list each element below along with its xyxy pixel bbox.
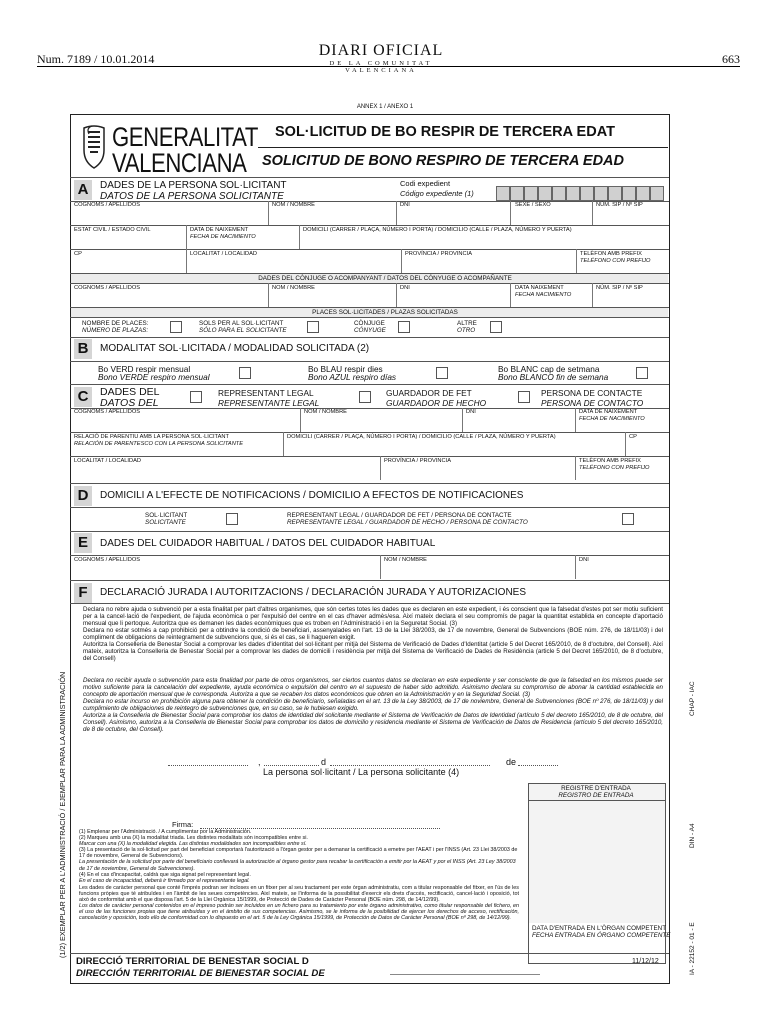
- field-label-rep-birthdate: DATA DE NAIXEMENT: [579, 409, 638, 415]
- field-label-rep-province: PROVÍNCIA / PROVINCIA: [384, 458, 451, 464]
- section-f-letter: F: [74, 583, 92, 603]
- page-number: 663: [722, 52, 740, 66]
- footnote: (2) Marqueu amb una (X) la modalitat triada. Les distintes modalitats són incompatibles entre si.: [79, 835, 308, 842]
- field-label-spouse-sip: NÚM. SIP / Nº SIP: [596, 285, 643, 291]
- section-e-letter: E: [74, 533, 92, 553]
- divider: [70, 361, 669, 362]
- divider: [70, 177, 669, 178]
- divider: [70, 307, 669, 308]
- directorate-es: DIRECCIÓN TERRITORIAL DE BIENESTAR SOCIAL DE: [76, 968, 325, 979]
- white-voucher-checkbox[interactable]: [636, 367, 648, 379]
- white-voucher-label: Bo BLANC cap de setmana: [498, 364, 600, 374]
- divider: [70, 507, 669, 508]
- privacy-notice-es: Los datos de carácter personal contenidos en el impreso podrán ser incluidos en un fichero para su tratamiento por este órgano administrativo, como titular responsable del fichero, en el uso de las funciones propias que tiene atribuidas y en el ámbito de sus competencias. Asimismo, se le informa de la posibilidad de ejercer los derechos de acceso, rectificación, cancelación y oposición, todo ello de conformidad con lo dispuesto en el art. 5 de la Ley Orgánica 15/1999, de Protección de Datos de Carácter Personal (BOE nº 298, de 14/12/99).: [79, 903, 519, 922]
- de-facto-guardian-checkbox[interactable]: [359, 391, 371, 403]
- legal-representative-label: REPRESENTANT LEGAL: [218, 388, 314, 398]
- field-label-address: DOMICILI (CARRER / PLAÇA, NÚMERO I PORTA) / DOMICILIO (CALLE / PLAZA, NÚMERO Y PUERTA): [303, 227, 572, 233]
- notify-representative-label-es: REPRESENTANTE LEGAL / GUARDADOR DE HECHO / PERSONA DE CONTACTO: [287, 519, 528, 526]
- green-voucher-checkbox[interactable]: [239, 367, 251, 379]
- field-label-rep-address: DOMICILI (CARRER / PLAÇA, NÚMERO I PORTA) / DOMICILIO (CALLE / PLAZA, NÚMERO Y PUERTA): [287, 434, 556, 440]
- bulletin-title: DIARI OFICIAL: [318, 42, 444, 59]
- field-label-rep-birthdate-es: FECHA DE NACIMIENTO: [579, 416, 645, 422]
- field-label-rep-phone-es: TELÉFONO CON PREFIJO: [579, 465, 650, 471]
- footnote: En el caso de incapacidad, deberá ir firmado por el representante legal.: [79, 877, 250, 884]
- divider: [70, 384, 669, 385]
- header-rule: [37, 66, 740, 67]
- divider: [70, 603, 669, 604]
- de-facto-guardian-label-es: GUARDADOR DE HECHO: [386, 398, 487, 408]
- places-spouse-checkbox[interactable]: [398, 321, 410, 333]
- field-label-carer-dni: DNI: [579, 557, 589, 563]
- field-label-phone-es: TELÉFONO CON PREFIJO: [580, 258, 651, 264]
- place-field[interactable]: [168, 765, 248, 766]
- registry-stamp-box: [528, 783, 666, 925]
- divider: [70, 283, 669, 284]
- notify-representative-label: REPRESENTANT LEGAL / GUARDADOR DE FET / PERSONA DE CONTACTE: [287, 512, 512, 519]
- entry-date-label-va: DATA D'ENTRADA EN L'ÒRGAN COMPETENT: [532, 925, 667, 932]
- logo-line-1: GENERALITAT: [112, 122, 258, 152]
- field-label-spouse-name: NOM / NOMBRE: [272, 285, 315, 291]
- annex-label: ANNEX 1 / ANEXO 1: [356, 104, 414, 110]
- contact-person-label-es: PERSONA DE CONTACTO: [541, 398, 644, 408]
- places-only-applicant-label-es: SÓLO PARA EL SOLICITANTE: [199, 327, 287, 334]
- field-label-carer-name: NOM / NOMBRE: [384, 557, 427, 563]
- code-expedient-field[interactable]: [496, 186, 666, 199]
- field-label-birthdate-es: FECHA DE NACIMIENTO: [190, 234, 256, 240]
- section-d-letter: D: [74, 486, 92, 506]
- divider: [70, 432, 669, 433]
- places-spouse-label-es: CÓNYUGE: [354, 327, 386, 334]
- contact-person-label: PERSONA DE CONTACTE: [541, 388, 643, 398]
- white-voucher-label-es: Bono BLANCO fin de semana: [498, 372, 609, 382]
- divider: [70, 580, 669, 581]
- footnote: La presentación de la solicitud por parte del beneficiario conllevará la autorización al órgano gestor para recabar la certificación a emitir por la AEAT y por el INSS (Art. 23 Ley 38/2003 de 17 de noviembre, General de Subvenciones).: [79, 859, 516, 872]
- form-title-es: SOLICITUD DE BONO RESPIRO DE TERCERA EDAD: [262, 153, 624, 169]
- footnote: Marcar con una (X) la modalidad elegida. Las distintas modalidades son incompatibles entre sí.: [79, 841, 307, 848]
- field-label-sex: SEXE / SEXO: [515, 202, 551, 208]
- section-f-title: DECLARACIÓ JURADA I AUTORITZACIONS / DECLARACIÓN JURADA Y AUTORIZACIONES: [100, 587, 527, 598]
- section-d-title: DOMICILI A L'EFECTE DE NOTIFICACIONS / DOMICILIO A EFECTOS DE NOTIFICACIONES: [100, 490, 524, 501]
- places-count-label-es: NÚMERO DE PLAZAS:: [82, 327, 149, 334]
- field-label-rep-name: NOM / NOMBRE: [304, 409, 347, 415]
- logo-line-2: VALENCIANA: [112, 148, 247, 178]
- contact-person-checkbox[interactable]: [518, 391, 530, 403]
- field-label-dni: DNI: [400, 202, 410, 208]
- registry-label-va: REGISTRE D'ENTRADA: [561, 785, 631, 792]
- footnote: (4) En el cas d'incapacitat, caldrà que siga signat pel representant legal.: [79, 871, 251, 878]
- places-spouse-label: CÒNJUGE: [354, 320, 385, 327]
- field-label-civil-status: ESTAT CIVIL / ESTADO CIVIL: [74, 227, 151, 233]
- section-a-title-es: DATOS DE LA PERSONA SOLICITANTE: [100, 191, 284, 202]
- field-label-carer-surname: COGNOMS / APELLIDOS: [74, 557, 141, 563]
- notify-applicant-label-es: SOLICITANTE: [145, 519, 186, 526]
- legal-representative-checkbox[interactable]: [190, 391, 202, 403]
- divider: [70, 201, 669, 202]
- spouse-header: DADES DEL CÒNJUGE O ACOMPANYANT / DATOS DEL CÓNYUGE O ACOMPAÑANTE: [258, 275, 512, 282]
- field-label-rep-locality: LOCALITAT / LOCALIDAD: [74, 458, 142, 464]
- divider: [70, 531, 669, 532]
- field-label-rep-phone: TELÈFON AMB PREFIX: [579, 458, 641, 464]
- blue-voucher-label: Bo BLAU respir dies: [308, 364, 383, 374]
- section-b-title: MODALITAT SOL·LICITADA / MODALIDAD SOLICITADA (2): [100, 343, 370, 354]
- places-other-label-es: OTRO: [457, 327, 476, 334]
- footnotes: [79, 829, 519, 921]
- legal-representative-label-es: REPRESENTANTE LEGAL: [218, 398, 320, 408]
- section-c-title-es: DATOS DEL: [100, 397, 159, 409]
- field-label-name: NOM / NOMBRE: [272, 202, 315, 208]
- section-c-title-va: DADES DEL: [100, 386, 160, 398]
- places-header: PLACES SOL·LICITADES / PLAZAS SOLICITADAS: [312, 309, 458, 316]
- section-a-title-va: DADES DE LA PERSONA SOL·LICITANT: [100, 180, 287, 191]
- field-label-sip: NÚM. SIP / Nº SIP: [596, 202, 643, 208]
- divider: [70, 555, 669, 556]
- date-d: d: [321, 757, 327, 767]
- field-label-spouse-surname: COGNOMS / APELLIDOS: [74, 285, 141, 291]
- divider: [70, 273, 669, 274]
- year-field[interactable]: [518, 765, 558, 766]
- field-label-spouse-birthdate: DATA NAIXEMENT: [515, 285, 564, 291]
- field-label-rep-surname: COGNOMS / APELLIDOS: [74, 409, 141, 415]
- divider: [70, 317, 669, 318]
- divider: [70, 225, 669, 226]
- blue-voucher-checkbox[interactable]: [436, 367, 448, 379]
- places-only-applicant-checkbox[interactable]: [307, 321, 319, 333]
- notify-representative-checkbox[interactable]: [622, 513, 634, 525]
- green-voucher-label-es: Bono VERDE respiro mensual: [98, 372, 210, 382]
- signer-label: La persona sol·licitant / La persona solicitante (4): [263, 767, 460, 777]
- entry-date-label-es: FECHA ENTRADA EN ÓRGANO COMPETENTE: [532, 932, 671, 939]
- side-code-ia: IA - 22152 - 01 - E: [689, 922, 696, 975]
- field-label-surname: COGNOMS / APELLIDOS: [74, 202, 141, 208]
- signature-label: Firma:: [172, 820, 194, 829]
- field-label-rep-dni: DNI: [466, 409, 476, 415]
- registry-label-es: REGISTRO DE ENTRADA: [558, 792, 634, 799]
- section-b-letter: B: [74, 339, 92, 359]
- declaration-text-va: Declara no rebre ajuda o subvenció per a esta finalitat per part d'altres organismes, que són certes totes les dades que es declaren en este expedient, i és conscient que la falsedat d'estes pot ser motiu suficient per a la cancel·lació de l'expedient, de l'ajuda econòmica o per l'expulsió del centre en el cas d'haver admès/esa. Així mateix declara el seu compromís de pagar la quantitat establida en concepte d'aportació mensual que li pertoque. Autoritza que es demanen les dades econòmiques que es troben en l'Administració i en la Seguretat Social. (3) Declara no estar sotmés a cap prohibició per a obtindre la condició de beneficiari, assenyalades en l'art. 13 de la Llei 38/2003, de 17 de novembre, General de Subvencions (BOE núm. 276, de 18/11/03) i del compliment de obligacions de reintegrament de subvencions que, si és el cas, se li hagueren exigit. Autoritza la Conselleria de Benestar Social a comprovar les dades d'identitat del sol·licitant per mitjà del Sistema de Verificació de Dades d'Identitat (article 5 del Decret 165/2010, de 8 d'octubre, del Consell). Així mateix, autoritza la Conselleria de Benestar Social per a comprovar les dades de domicili i residència per mitjà del Sistema de Verificació de Dades de Residència (article 5 del Decret 165/2010, de 8 d'octubre, del Consell): [83, 606, 663, 663]
- month-field[interactable]: [330, 765, 490, 766]
- field-label-locality: LOCALITAT / LOCALIDAD: [190, 251, 258, 257]
- side-code-chap: CHAP - IAC: [689, 681, 696, 716]
- de-facto-guardian-label: GUARDADOR DE FET: [386, 388, 472, 398]
- field-label-province: PROVÍNCIA / PROVINCIA: [405, 251, 472, 257]
- divider: [70, 456, 669, 457]
- footnote: (3) La presentació de la sol·licitud per part del beneficiari comportarà l'autorització a l'òrgan gestor per a demanar la certificació a emetre per l'AEAT i per l'INSS (Art. 23 Llei 38/2003 de 17 de novembre, General de Subvencions).: [79, 847, 518, 860]
- section-e-title: DADES DEL CUIDADOR HABITUAL / DATOS DEL CUIDADOR HABITUAL: [100, 538, 436, 549]
- side-code-din: DIN - A4: [689, 823, 696, 848]
- footnote: (1) Emplenar per l'Administració. / A cumplimentar por la Administración.: [79, 829, 252, 835]
- field-label-rep-cp: CP: [629, 434, 637, 440]
- field-label-phone: TELÈFON AMB PREFIX: [580, 251, 642, 257]
- code-label-es: Código expediente (1): [400, 189, 474, 198]
- day-field[interactable]: [264, 765, 319, 766]
- directorate-field[interactable]: [390, 974, 540, 975]
- date-comma: ,: [258, 757, 261, 767]
- directorate-va: DIRECCIÓ TERRITORIAL DE BENESTAR SOCIAL D: [76, 956, 309, 967]
- notify-applicant-checkbox[interactable]: [226, 513, 238, 525]
- coat-of-arms-icon: [80, 124, 108, 170]
- form-date: 11/12/12: [632, 958, 659, 965]
- places-only-applicant-label: SOLS PER AL SOL·LICITANT: [199, 320, 284, 327]
- field-label-spouse-birthdate-es: FECHA NACIMIENTO: [515, 292, 572, 298]
- date-de: de: [506, 757, 517, 767]
- code-label-va: Codi expedient: [400, 179, 451, 188]
- green-voucher-label: Bo VERD respir mensual: [98, 364, 191, 374]
- title-divider: [258, 147, 668, 148]
- section-a-letter: A: [74, 180, 92, 200]
- field-label-birthdate: DATA DE NAIXEMENT: [190, 227, 249, 233]
- field-label-relationship-es: RELACIÓN DE PARENTESCO CON LA PERSONA SOLICITANTE: [74, 441, 244, 447]
- copy-for-administration: (1/2) EXEMPLAR PER A L'ADMINISTRACIÓ / EJEMPLAR PARA LA ADMINISTRACIÓN: [58, 671, 67, 958]
- divider: [70, 483, 669, 484]
- section-c-letter: C: [74, 387, 92, 407]
- places-other-checkbox[interactable]: [490, 321, 502, 333]
- blue-voucher-label-es: Bono AZUL respiro días: [308, 372, 397, 382]
- field-label-relationship: RELACIÓ DE PARENTIU AMB LA PERSONA SOL·LICITANT: [74, 434, 229, 440]
- bulletin-number: Num. 7189 / 10.01.2014: [37, 52, 155, 66]
- divider: [70, 953, 669, 954]
- privacy-notice-va: Les dades de caràcter personal que conté l'imprés podran ser incloses en un fitxer per al seu tractament per este òrgan administratiu, com a titular responsable del fitxer, en l'ús de les funcions pròpies que té atribuïdes i en l'àmbit de les seues competències. Així mateix, se l'informa de la possibilitat d'exercir els drets d'accés, rectificació, cancel·lació i oposició, tot això de conformitat amb el que disposa l'art. 5 de la Llei Orgànica 15/1999, de Protecció de Dades de Caràcter Personal (BOE núm. 298, de 14/12/99).: [79, 884, 519, 904]
- field-label-spouse-dni: DNI: [400, 285, 410, 291]
- places-count-checkbox[interactable]: [170, 321, 182, 333]
- bulletin-subtitle: DE LA COMUNITAT VALENCIANA: [329, 60, 433, 74]
- notify-applicant-label: SOL·LICITANT: [145, 512, 188, 519]
- declaration-text-es: Declara no recibir ayuda o subvención para esta finalidad por parte de otros organismos, ser ciertos cuantos datos se declaran en este expediente y ser consciente de que la falsedad en los mismos puede ser motivo suficiente para la cancelación del expediente, ayuda económica o expulsión del centro en el supuesto de haber sido admitido. Asimismo declara su compromiso de abonar la cantidad establecida en concepto de aportación mensual que le corresponda. Autoriza a que se recaben los datos económicos que obren en la Administración y en la Seguridad Social. (3) Declara no estar incurso en prohibición alguna para obtener la condición de beneficiario, señaladas en el art. 13 de la Ley 38/2003, de 17 de noviembre, General de Subvenciones (BOE nº 276, de 18/11/03) y del cumplimiento de obligaciones de reintegro de subvenciones que, en su caso, se le hubiesen exigido. Autoriza a la Conselleria de Bienestar Social para comprobar los datos de identidad del solicitante mediante el Sistema de Verificación de Datos de Identidad (artículo 5 del decreto 165/2010, de 8 de octubre, del Consell). Asimismo, autoriza a la Conselleria de Bienestar Social para comprobar los datos de domicilio y residencia mediante el Sistema de Verificación de Datos de Residencia (artículo 5 del decreto 165/2010, de 8 de octubre, del Consell).: [83, 677, 663, 734]
- divider: [70, 249, 669, 250]
- divider: [70, 337, 669, 338]
- form-title-va: SOL·LICITUD DE BO RESPIR DE TERCERA EDAT: [275, 124, 615, 140]
- places-count-label: NOMBRE DE PLACES:: [82, 320, 149, 327]
- field-label-cp: CP: [74, 251, 82, 257]
- places-other-label: ALTRE: [457, 320, 477, 327]
